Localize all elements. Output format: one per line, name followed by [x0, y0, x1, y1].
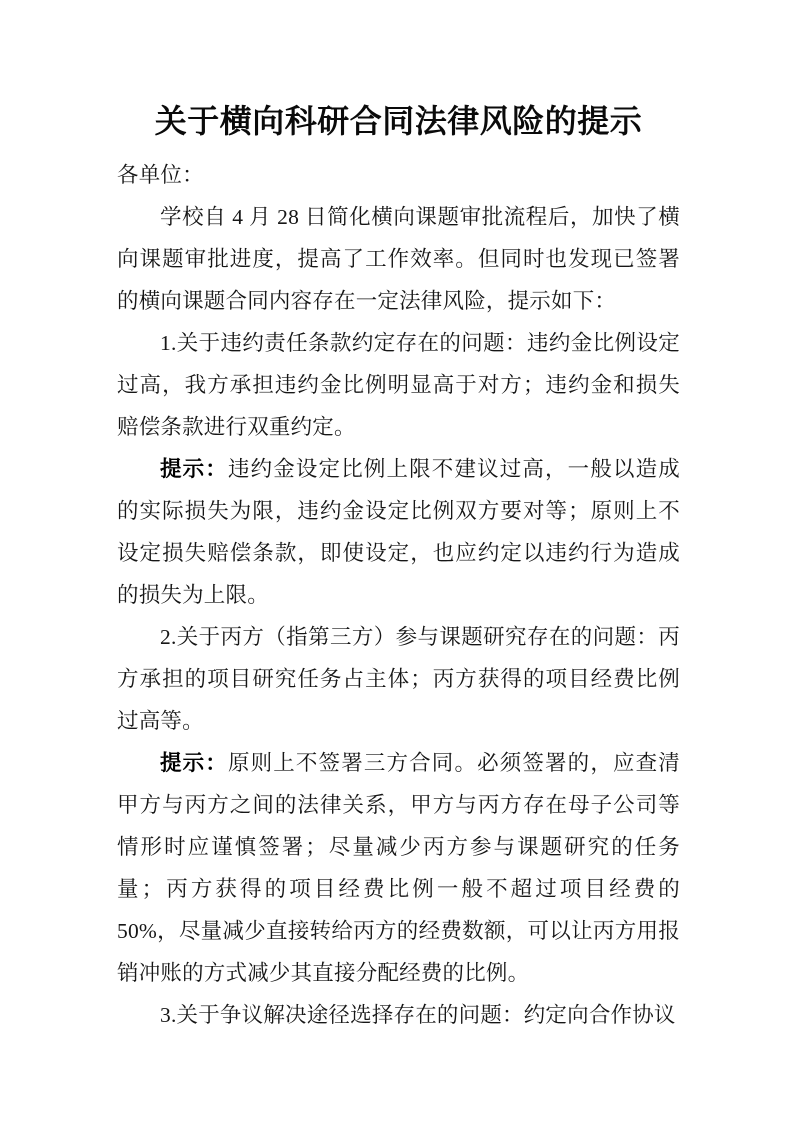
document-content [117, 96, 680, 1036]
paragraph: 2.关于丙方（指第三方）参与课题研究存在的问题：丙方承担的项目研究任务占主体；丙方获得的项目经费比例过高等。 [117, 625, 680, 733]
paragraph: 3.关于争议解决途径选择存在的问题：约定向合作协议 [160, 1003, 676, 1027]
paragraph-lead: 提示： [160, 751, 228, 775]
page-title: 关于横向科研合同法律风险的提示 [154, 103, 643, 139]
paragraph: 学校自 4 月 28 日简化横向课题审批流程后，加快了横向课题审批进度，提高了工作效率。但同时也发现已签署的横向课题合同内容存在一定法律风险，提示如下： [117, 205, 680, 313]
document-body [117, 154, 680, 1036]
paragraph-lead: 提示： [160, 457, 228, 481]
paragraph: 各单位： [117, 163, 204, 187]
paragraph: 提示：原则上不签署三方合同。必须签署的，应查清甲方与丙方之间的法律关系，甲方与丙方存在母子公司等情形时应谨慎签署；尽量减少丙方参与课题研究的任务量；丙方获得的项目经费比例一般不超过项目经费的 50%，尽量减少直接转给丙方的经费数额，可以让丙方用报销冲账的方式减少其直接分配经费的比例。 [117, 751, 680, 985]
paragraph: 1.关于违约责任条款约定存在的问题：违约金比例设定过高，我方承担违约金比例明显高于对方；违约金和损失赔偿条款进行双重约定。 [117, 331, 680, 439]
paragraph: 提示：违约金设定比例上限不建议过高，一般以造成的实际损失为限，违约金设定比例双方要对等；原则上不设定损失赔偿条款，即使设定，也应约定以违约行为造成的损失为上限。 [117, 457, 680, 607]
